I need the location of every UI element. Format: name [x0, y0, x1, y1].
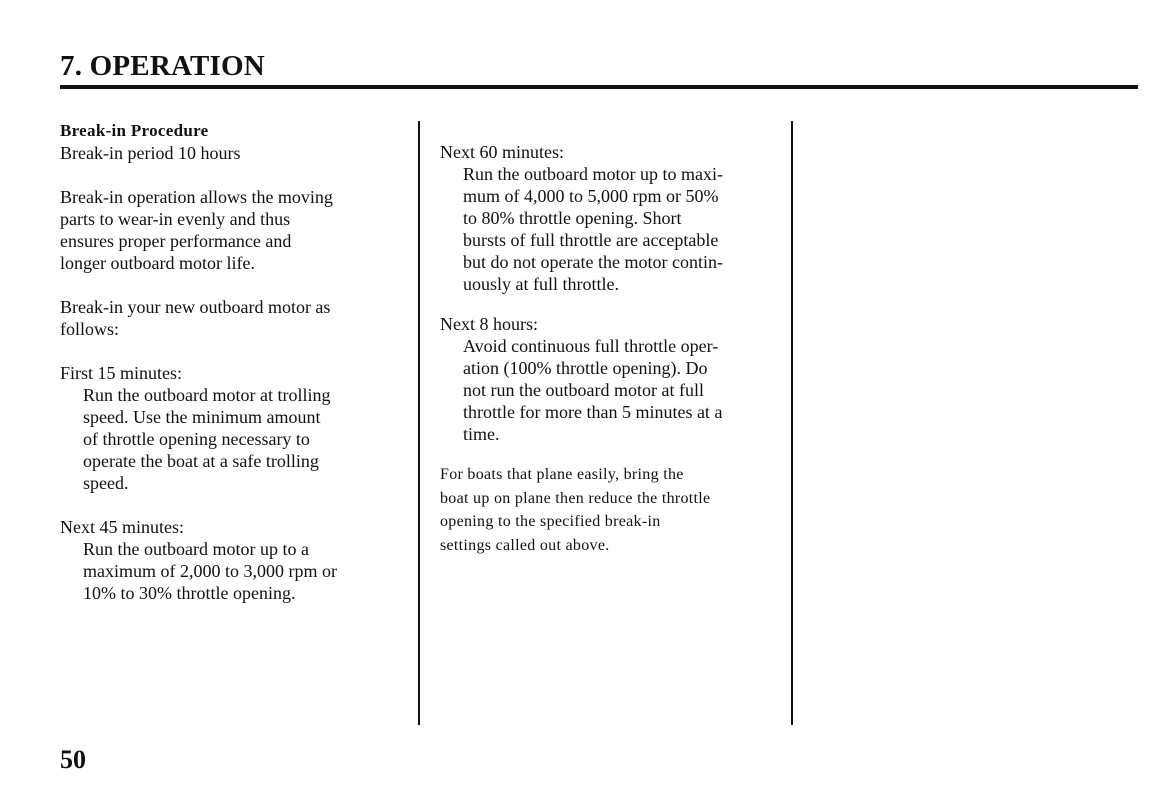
text-line: Run the outboard motor up to a — [83, 539, 309, 559]
intro-paragraph — [60, 186, 400, 274]
title-rule — [60, 85, 1138, 89]
page-number: 50 — [60, 745, 86, 774]
text-line: speed. Use the minimum amount — [83, 407, 321, 427]
step-label: Next 45 minutes: — [60, 517, 184, 537]
text-line: maximum of 2,000 to 3,000 rpm or — [83, 561, 337, 581]
step-next-45-minutes — [60, 516, 400, 604]
step-next-60-minutes — [440, 141, 775, 295]
text-line: Run the outboard motor up to maxi- — [463, 164, 723, 184]
text-line: speed. — [83, 473, 129, 493]
left-column — [60, 120, 400, 604]
middle-column — [440, 141, 775, 557]
text-line: mum of 4,000 to 5,000 rpm or 50% — [463, 186, 719, 206]
text-line: uously at full throttle. — [463, 274, 619, 294]
text-line: to 80% throttle opening. Short — [463, 208, 682, 228]
step-label: Next 8 hours: — [440, 314, 538, 334]
text-line: time. — [463, 424, 500, 444]
break-in-period: Break-in period 10 hours — [60, 143, 241, 163]
step-label: Next 60 minutes: — [440, 142, 564, 162]
text-line: bursts of full throttle are acceptable — [463, 230, 719, 250]
text-line: ensures proper performance and — [60, 231, 292, 251]
text-line: ation (100% throttle opening). Do — [463, 358, 708, 378]
text-line: settings called out above. — [440, 536, 610, 554]
text-line: Run the outboard motor at trolling — [83, 385, 331, 405]
text-line: follows: — [60, 319, 120, 339]
follows-paragraph — [60, 296, 400, 340]
planing-note — [440, 463, 775, 557]
text-line: of throttle opening necessary to — [83, 429, 310, 449]
text-line: 10% to 30% throttle opening. — [83, 583, 296, 603]
column-divider-left — [418, 121, 420, 725]
text-line: parts to wear-in evenly and thus — [60, 209, 291, 229]
text-line: operate the boat at a safe trolling — [83, 451, 319, 471]
column-divider-right — [791, 121, 793, 725]
chapter-title: 7. OPERATION — [60, 50, 265, 82]
text-line: Avoid continuous full throttle oper- — [463, 336, 719, 356]
text-line: For boats that plane easily, bring the — [440, 466, 684, 483]
text-line: throttle for more than 5 minutes at a — [463, 402, 723, 422]
step-next-8-hours — [440, 313, 775, 445]
text-line: not run the outboard motor at full — [463, 380, 704, 400]
step-first-15-minutes — [60, 362, 400, 494]
text-line: Break-in your new outboard motor as — [60, 297, 331, 317]
text-line: but do not operate the motor contin- — [463, 252, 723, 272]
section-heading: Break-in Procedure — [60, 121, 209, 140]
text-line: longer outboard motor life. — [60, 253, 255, 273]
text-line: boat up on plane then reduce the throttle — [440, 489, 711, 507]
step-label: First 15 minutes: — [60, 363, 183, 383]
text-line: opening to the specified break-in — [440, 513, 661, 530]
text-line: Break-in operation allows the moving — [60, 187, 333, 207]
